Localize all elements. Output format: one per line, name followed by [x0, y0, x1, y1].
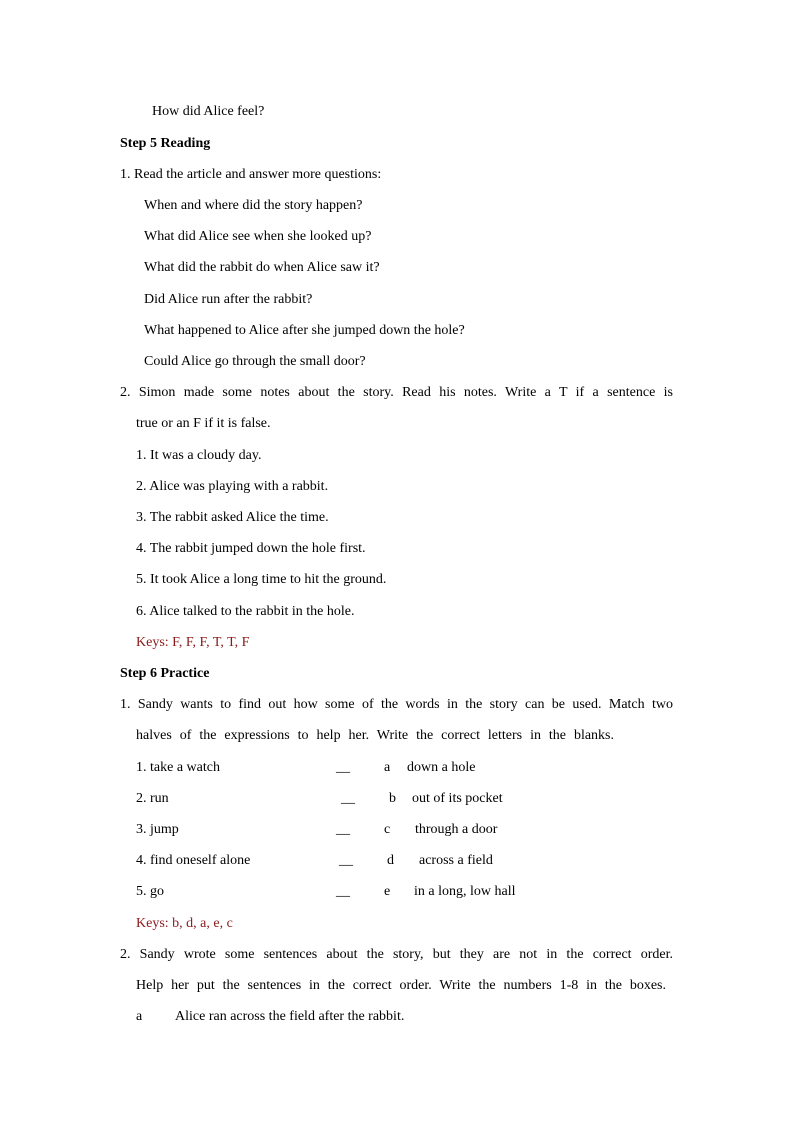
step5-statement: 5. It took Alice a long time to hit the ground.: [136, 572, 387, 587]
match-letter: c: [384, 822, 391, 837]
step5-statement: 3. The rabbit asked Alice the time.: [136, 510, 329, 525]
step5-statement: 1. It was a cloudy day.: [136, 448, 262, 463]
match-left: 3. jump: [136, 822, 179, 837]
match-right: in a long, low hall: [414, 884, 516, 899]
step5-question: Did Alice run after the rabbit?: [144, 292, 313, 307]
match-left: 4. find oneself alone: [136, 853, 251, 868]
step5-question: Could Alice go through the small door?: [144, 354, 366, 369]
match-right: across a field: [419, 853, 493, 868]
match-right: through a door: [415, 822, 498, 837]
step5-question: What did Alice see when she looked up?: [144, 229, 372, 244]
step6-heading: Step 6 Practice: [120, 666, 210, 681]
intro-question: How did Alice feel?: [152, 104, 265, 119]
match-letter: a: [384, 760, 391, 775]
step6-task1-instruction-cont: halves of the expressions to help her. Write the correct letters in the blanks.: [136, 728, 614, 743]
step5-task2-instruction: 2. Simon made some notes about the story. Read his notes. Write a T if a sentence is: [120, 385, 673, 400]
step6-task2-instruction-cont: Help her put the sentences in the correct order. Write the numbers 1-8 in the boxes.: [136, 978, 666, 993]
match-blank[interactable]: __: [341, 791, 355, 806]
step5-question: When and where did the story happen?: [144, 198, 363, 213]
match-blank[interactable]: __: [336, 884, 350, 899]
match-left: 5. go: [136, 884, 164, 899]
step5-task1-instruction: 1. Read the article and answer more questions:: [120, 167, 382, 182]
match-blank[interactable]: __: [336, 760, 350, 775]
match-letter: b: [389, 791, 396, 806]
match-right: out of its pocket: [412, 791, 503, 806]
step5-question: What happened to Alice after she jumped down the hole?: [144, 323, 465, 338]
step5-question: What did the rabbit do when Alice saw it?: [144, 260, 380, 275]
step5-task2-instruction-cont: true or an F if it is false.: [136, 416, 271, 431]
step5-statement: 6. Alice talked to the rabbit in the hole.: [136, 604, 355, 619]
match-right: down a hole: [407, 760, 476, 775]
step5-answer-keys: Keys: F, F, F, T, T, F: [136, 635, 250, 650]
match-letter: d: [387, 853, 394, 868]
step5-heading: Step 5 Reading: [120, 136, 211, 151]
match-blank[interactable]: __: [339, 853, 353, 868]
match-left: 2. run: [136, 791, 169, 806]
match-blank[interactable]: __: [336, 822, 350, 837]
match-left: 1. take a watch: [136, 760, 220, 775]
step6-answer-keys: Keys: b, d, a, e, c: [136, 916, 233, 931]
order-item-text: Alice ran across the field after the rabbit.: [175, 1009, 405, 1024]
step6-task1-instruction: 1. Sandy wants to find out how some of the words in the story can be used. Match two: [120, 697, 673, 712]
step5-statement: 2. Alice was playing with a rabbit.: [136, 479, 329, 494]
order-item-letter: a: [136, 1009, 143, 1024]
step6-task2-instruction: 2. Sandy wrote some sentences about the story, but they are not in the correct order.: [120, 947, 673, 962]
step5-statement: 4. The rabbit jumped down the hole first.: [136, 541, 366, 556]
match-letter: e: [384, 884, 391, 899]
